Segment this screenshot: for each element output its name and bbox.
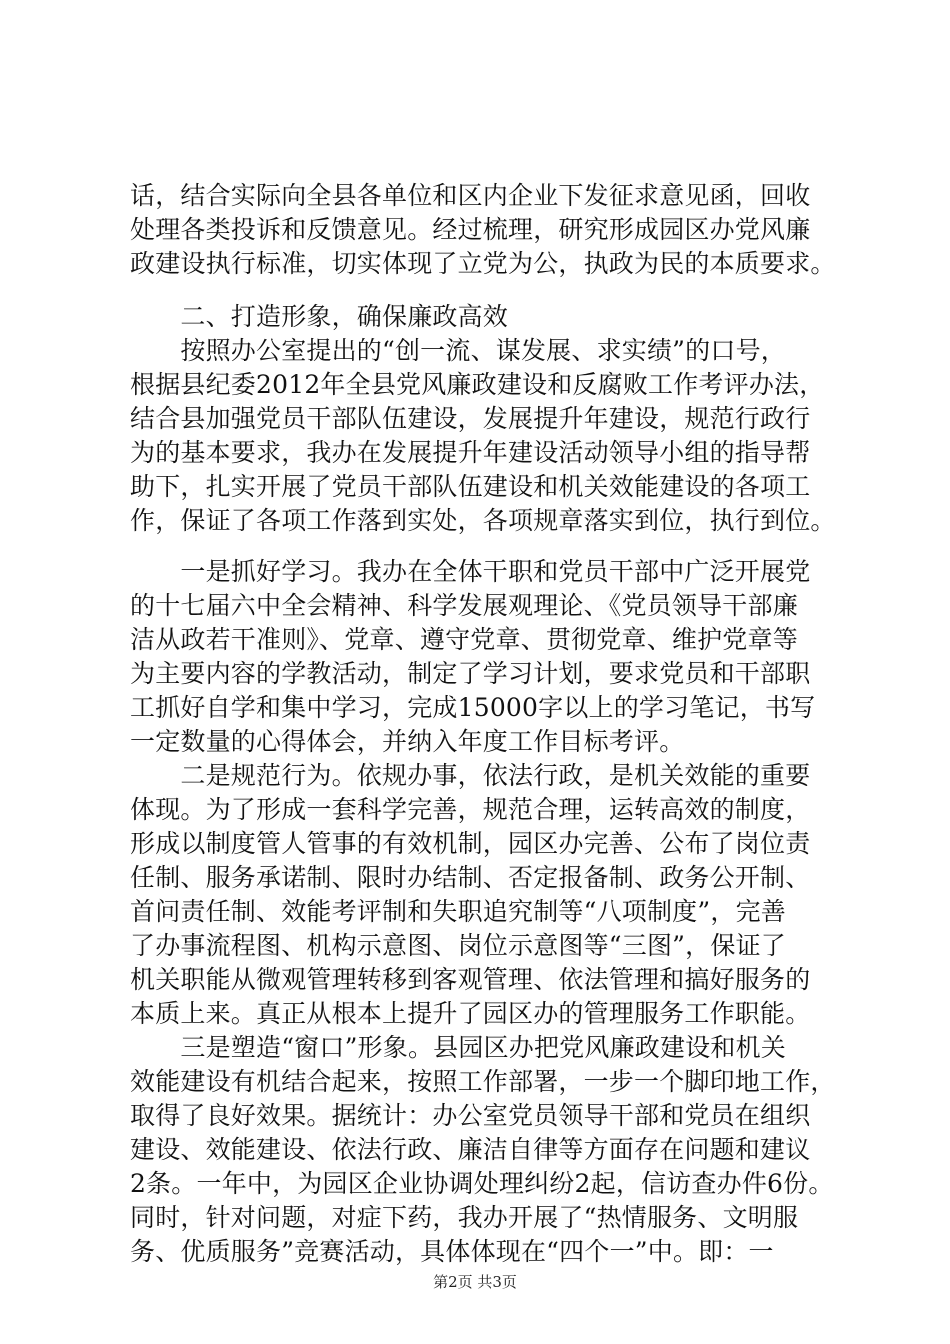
text-line: 话，结合实际向全县各单位和区内企业下发征求意见函，回收 [130, 181, 811, 210]
text-line: 根据县纪委2012年全县党风廉政建设和反腐败工作考评办法， [130, 370, 825, 399]
section-heading: 二、打造形象，确保廉政高效 [130, 302, 509, 331]
text-line: 洁从政若干准则》、党章、遵守党章、贯彻党章、维护党章等 [130, 625, 798, 654]
text-line: 机关职能从微观管理转移到客观管理、依法管理和搞好服务的 [130, 965, 811, 994]
text-line: 一是抓好学习。我办在全体干职和党员干部中广泛开展党 [130, 557, 811, 586]
text-line: 二是规范行为。依规办事，依法行政，是机关效能的重要 [130, 761, 811, 790]
text-line: 体现。为了形成一套科学完善，规范合理，运转高效的制度， [130, 795, 811, 824]
text-line: 三是塑造“窗口”形象。县园区办把党风廉政建设和机关 [130, 1033, 786, 1062]
text-line: 一定数量的心得体会，并纳入年度工作目标考评。 [130, 727, 685, 756]
text-line: 2条。一年中，为园区企业协调处理纠纷2起，信访查办件6份。 [130, 1169, 834, 1198]
text-line: 政建设执行标准，切实体现了立党为公，执政为民的本质要求。 [130, 249, 836, 278]
text-line: 取得了良好效果。据统计：办公室党员领导干部和党员在组织 [130, 1101, 811, 1130]
text-line: 形成以制度管人管事的有效机制，园区办完善、公布了岗位责 [130, 829, 811, 858]
text-line: 处理各类投诉和反馈意见。经过梳理，研究形成园区办党风廉 [130, 215, 811, 244]
text-line: 助下，扎实开展了党员干部队伍建设和机关效能建设的各项工 [130, 472, 811, 501]
text-line: 工抓好自学和集中学习，完成15000字以上的学习笔记，书写 [130, 693, 816, 722]
text-line: 结合县加强党员干部队伍建设，发展提升年建设，规范行政行 [130, 404, 811, 433]
page-footer: 第2页 共3页 [433, 1273, 517, 1291]
text-line: 首问责任制、效能考评制和失职追究制等“八项制度”，完善 [130, 897, 786, 926]
text-line: 的十七届六中全会精神、科学发展观理论、《党员领导干部廉 [130, 591, 798, 620]
text-line: 任制、服务承诺制、限时办结制、否定报备制、政务公开制、 [130, 863, 811, 892]
text-line: 为的基本要求，我办在发展提升年建设活动领导小组的指导帮 [130, 438, 811, 467]
text-line: 务、优质服务”竞赛活动，具体体现在“四个一”中。即：一 [130, 1237, 774, 1266]
text-line: 按照办公室提出的“创一流、谋发展、求实绩”的口号， [130, 336, 786, 365]
text-line: 建设、效能建设、依法行政、廉洁自律等方面存在问题和建议 [130, 1135, 811, 1164]
text-line: 效能建设有机结合起来，按照工作部署，一步一个脚印地工作， [130, 1067, 836, 1096]
text-line: 为主要内容的学教活动，制定了学习计划，要求党员和干部职 [130, 659, 811, 688]
text-line: 作，保证了各项工作落到实处，各项规章落实到位，执行到位。 [130, 506, 836, 535]
text-line: 本质上来。真正从根本上提升了园区办的管理服务工作职能。 [130, 999, 811, 1028]
text-line: 同时，针对问题，对症下药，我办开展了“热情服务、文明服 [130, 1203, 799, 1232]
text-line: 了办事流程图、机构示意图、岗位示意图等“三图”，保证了 [130, 931, 786, 960]
